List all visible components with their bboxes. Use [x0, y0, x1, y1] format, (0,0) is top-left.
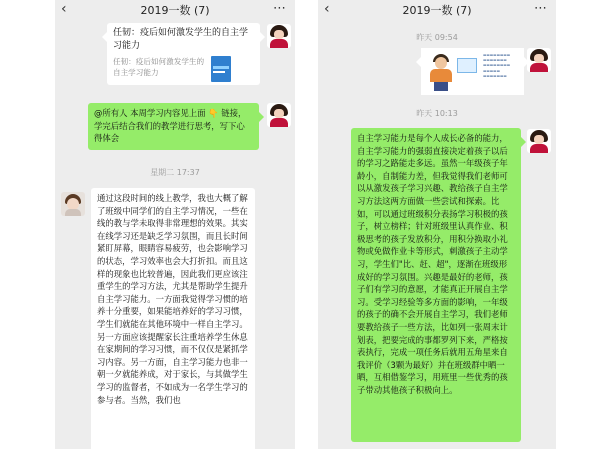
timestamp: 星期二 17:37	[150, 168, 200, 177]
announcement-message: @所有人 本周学习内容见上面 👇 链接，学完后结合我们的教学进行思考，写下心得体会	[88, 103, 259, 150]
left-chat-screenshot	[55, 0, 295, 449]
chat-title: 2019一数 (7)	[140, 3, 210, 17]
chat-title: 2019一数 (7)	[402, 3, 472, 17]
timestamp: 昨天 09:54	[416, 33, 458, 42]
share-link-card[interactable]	[107, 23, 260, 85]
chat-header	[318, 0, 556, 19]
ellipsis-icon[interactable]: ⋯	[273, 1, 287, 16]
sent-message: 自主学习能力是每个人成长必备的能力，自主学习能力的强弱直接决定着孩子以后的学习之路能走多远。虽然一年级孩子年龄小，自制能力差，但我觉得我们老师可以从激发孩子学习兴趣、教给孩子自主学习方法这两方面做一些尝试和探索。比如，可以通过班级积分表扬学习积极的孩子，树立榜样；针对班级里认真作业、积极思考的孩子发放积分，用积分换取小礼物或免做作业卡等形式，刺激孩子主动学习，学生们"比、赶、超"，逐渐在班级形成好的学习氛围。兴趣是最好的老师，孩子们有学习的意愿，才能真正开展自主学习。受学习经验等多方面的影响，一年级的孩子的确不会开展自主学习，我们老师要教给孩子一些方法，比如列一张周末计划表，把要完成的事都罗列下来，严格按表执行，完成一项任务后就用五角星来自我评价（3颗为最好）并在班级群中晒一晒，互相借鉴学习，用班里一些优秀的孩子带动其他孩子积极向上。	[351, 128, 521, 442]
chevron-left-icon[interactable]: ‹	[61, 1, 67, 17]
card-description: 任韧：疫后如何激发学生的自主学习能力	[113, 57, 205, 78]
avatar[interactable]	[267, 103, 291, 127]
right-chat-screenshot	[318, 0, 556, 449]
card-title: 任韧：疫后如何激发学生的自主学习能力	[113, 28, 249, 51]
chat-header	[55, 0, 295, 19]
avatar[interactable]	[267, 24, 291, 48]
reflection-message: 通过这段时间的线上教学，我也大概了解了班级中同学们的自主学习情况，一些在线的教与学未取得非常理想的效果。其实在线学习还是缺乏学习氛围，而且长时间紧盯屏幕，眼睛容易疲劳，也会影响学习的状态，学习效率也会大打折扣。而且这样的现象也比较普遍，因此我们更应该注重学生的学习方法，尤其是帮助学生提升自主学习能力。一方面我觉得学习惯的培养十分重要，如果能培养好的学习习惯，学生们就能在其他环境中一样自主学习。另一方面应该提醒家长注重培养学生休息在家期间的学习习惯，而不仅仅是紧抓学习内容。另一方面，自主学习能力也非一朝一夕就能养成，对于家长，与其做学生学习的监督者，不如成为一名学生学习的参与者。当然，我们也	[91, 188, 255, 449]
chevron-left-icon[interactable]: ‹	[324, 1, 330, 17]
avatar[interactable]	[527, 48, 551, 72]
card-thumbnail	[211, 56, 231, 82]
timestamp: 昨天 10:13	[416, 109, 458, 118]
poster-image: ▬▬▬▬▬▬▬▬ ▬▬▬▬▬▬▬ ▬▬▬▬▬▬▬▬ ▬▬▬▬▬ ▬▬▬▬▬▬▬	[421, 48, 524, 95]
avatar[interactable]	[527, 129, 551, 153]
image-message[interactable]	[421, 48, 524, 95]
ellipsis-icon[interactable]: ⋯	[534, 1, 548, 16]
avatar[interactable]	[61, 192, 85, 216]
